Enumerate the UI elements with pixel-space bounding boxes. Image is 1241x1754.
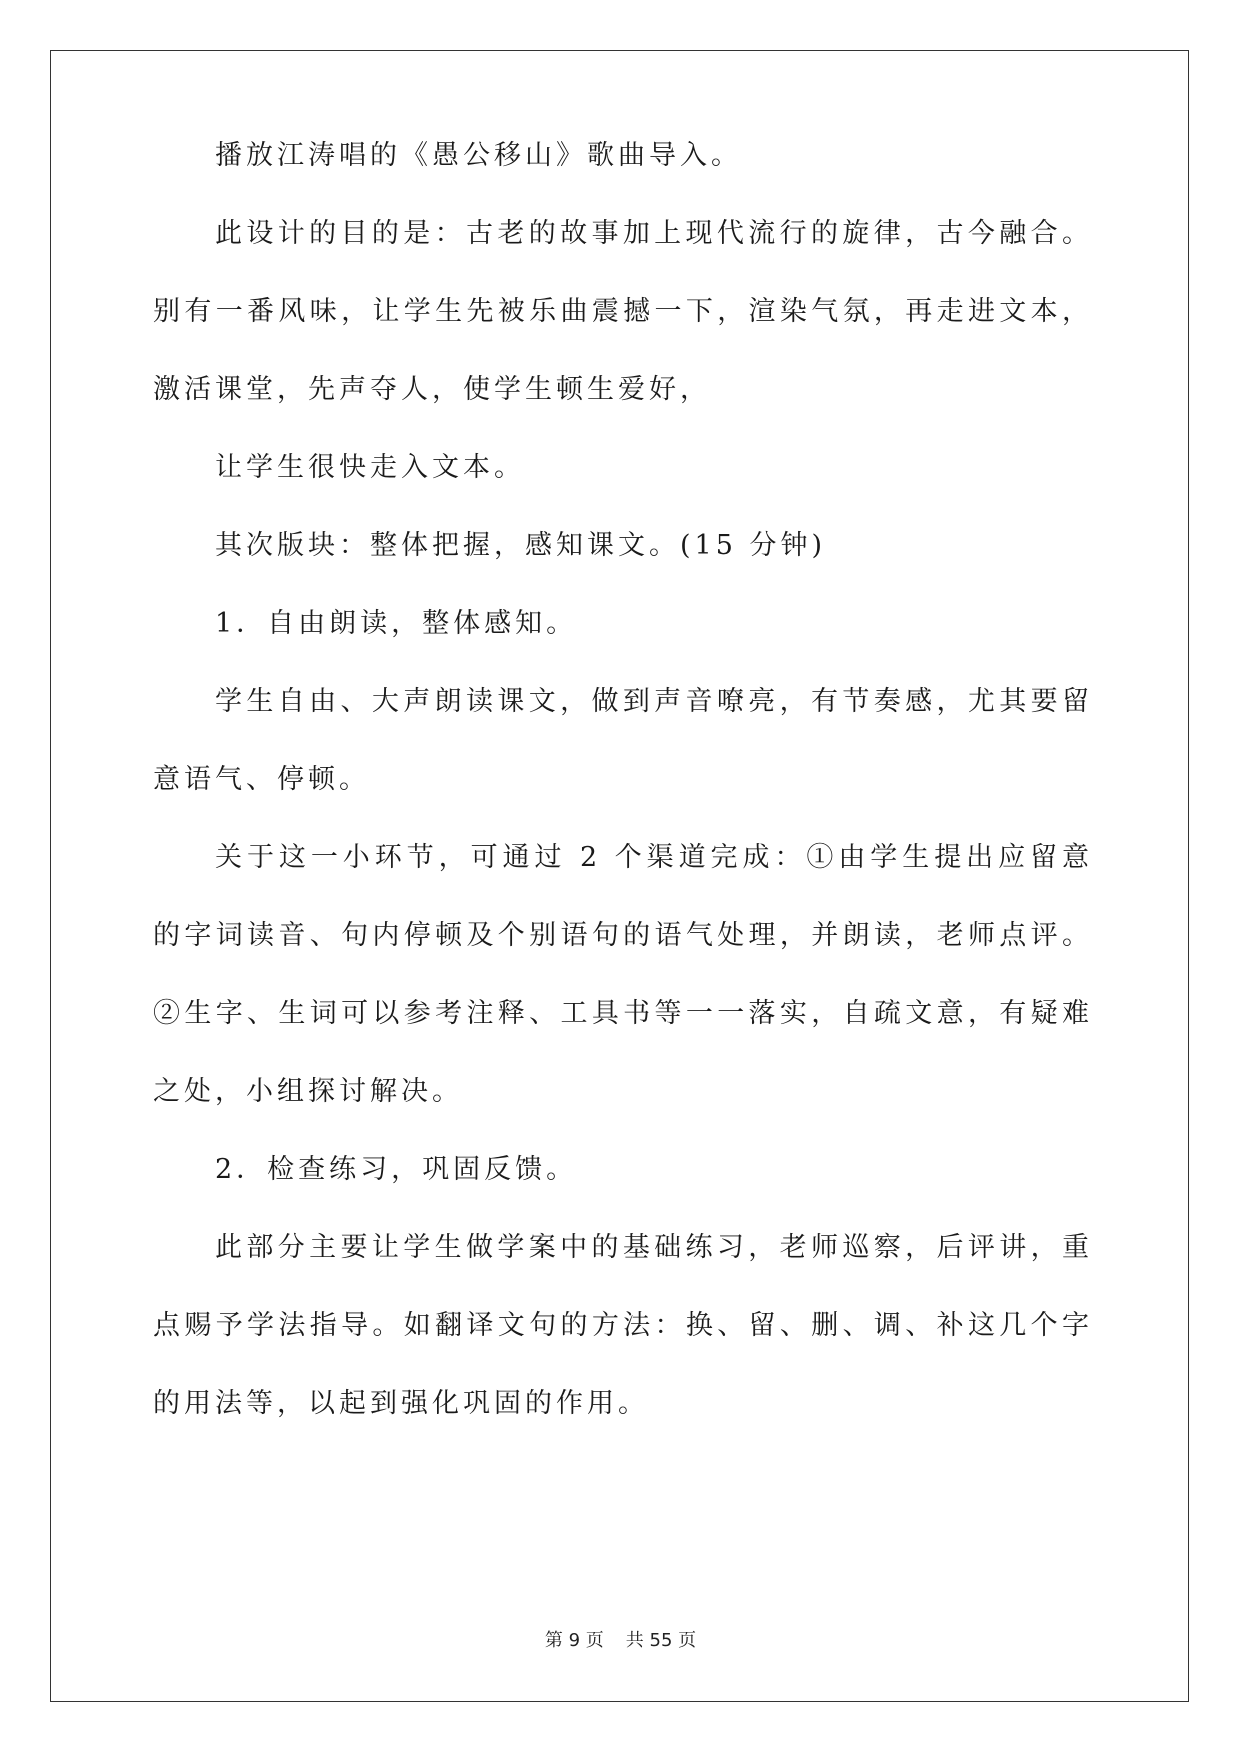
paragraph: 学生自由、大声朗读课文，做到声音嘹亮，有节奏感，尤其要留意语气、停顿。: [153, 686, 1093, 795]
paragraph: 让学生很快走入文本。: [215, 452, 525, 483]
page-number: 第 9 页: [544, 1630, 604, 1651]
page-total: 共 55 页: [625, 1630, 697, 1651]
paragraph: 此设计的目的是：古老的故事加上现代流行的旋律，古今融合。别有一番风味，让学生先被乐曲震撼一下，渲染气氛，再走进文本，激活课堂，先声夺人，使学生顿生爱好，: [153, 218, 1093, 405]
document-body: [153, 117, 1093, 1443]
paragraph: 1．自由朗读，整体感知。: [215, 608, 578, 639]
paragraph: 2．检查练习，巩固反馈。: [215, 1154, 578, 1185]
page-footer: [0, 1626, 1241, 1652]
paragraph: 此部分主要让学生做学案中的基础练习，老师巡察，后评讲，重点赐予学法指导。如翻译文句的方法：换、留、删、调、补这几个字的用法等，以起到强化巩固的作用。: [153, 1232, 1093, 1419]
paragraph: 其次版块：整体把握，感知课文。(15 分钟): [215, 530, 827, 561]
paragraph: 关于这一小环节，可通过 2 个渠道完成：①由学生提出应留意的字词读音、句内停顿及个别语句的语气处理，并朗读，老师点评。②生字、生词可以参考注释、工具书等一一落实，自疏文意，有疑难之处，小组探讨解决。: [153, 842, 1093, 1107]
paragraph: 播放江涛唱的《愚公移山》歌曲导入。: [215, 140, 742, 171]
